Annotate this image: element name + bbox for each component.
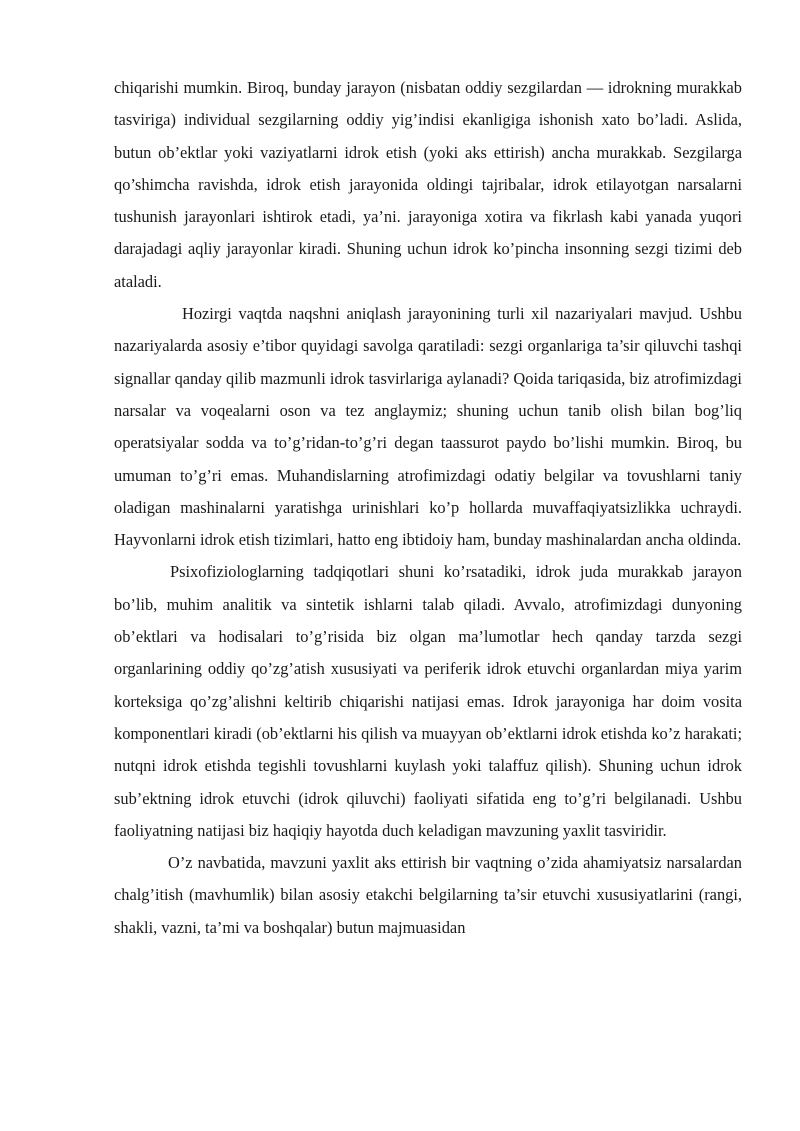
body-text — [114, 72, 742, 944]
paragraph: Psixofiziologlarning tadqiqotlari shuni ko’rsatadiki, idrok juda murakkab jarayon bo’lib, muhim analitik va sintetik ishlarni talab qiladi. Avvalo, atrofimizdagi dunyoning ob’ektlari va hodisalari to’g’risida biz olgan ma’lumotlar hech qanday tarzda sezgi organlarining oddiy qo’zg’atish xususiyati va periferik idrok etuvchi organlardan miya yarim korteksiga qo’zg’alishni keltirib chiqarishi natijasi emas. Idrok jarayoniga har doim vosita komponentlari kiradi (ob’ektlarni his qilish va muayyan ob’ektlarni idrok etishda ko’z harakati; nutqni idrok etishda tegishli tovushlarni kuylash yoki talaffuz qilish). Shuning uchun idrok sub’ektning idrok etuvchi (idrok qiluvchi) faoliyati sifatida eng to’g’ri belgilanadi. Ushbu faoliyatning natijasi biz haqiqiy hayotda duch keladigan mavzuning yaxlit tasviridir. — [114, 562, 742, 840]
paragraph: Hozirgi vaqtda naqshni aniqlash jarayonining turli xil nazariyalari mavjud. Ushbu nazariyalarda asosiy e’tibor quyidagi savolga qaratiladi: sezgi organlariga ta’sir qiluvchi tashqi signallar qanday qilib mazmunli idrok tasvirlariga aylanadi? Qoida tariqasida, biz atrofimizdagi narsalar va voqealarni oson va tez anglaymiz; shuning uchun tanib olish bilan bog’liq operatsiyalar sodda va to’g’ridan-to’g’ri degan taassurot paydo bo’lishi mumkin. Biroq, bu umuman to’g’ri emas. Muhandislarning atrofimizdagi odatiy belgilar va tovushlarni taniy oladigan mashinalarni yaratishga urinishlari ko’p hollarda muvaffaqiyatsizlikka uchraydi. Hayvonlarni idrok etish tizimlari, hatto eng ibtidoiy ham, bunday mashinalardan ancha oldinda. — [114, 304, 742, 550]
paragraph: chiqarishi mumkin. Biroq, bunday jarayon (nisbatan oddiy sezgilardan — idrokning murakkab tasviriga) individual sezgilarning oddiy yig’indisi ekanligiga ishonish xato bo’ladi. Aslida, butun ob’ektlar yoki vaziyatlarni idrok etish (yoki aks ettirish) ancha murakkab. Sezgilarga qo’shimcha ravishda, idrok etish jarayonida oldingi tajribalar, idrok etilayotgan narsalarni tushunish jarayonlari ishtirok etadi, ya’ni. jarayoniga xotira va fikrlash kabi yanada yuqori darajadagi aqliy jarayonlar kiradi. Shuning uchun idrok ko’pincha insonning sezgi tizimi deb ataladi. — [114, 78, 742, 291]
paragraph: O’z navbatida, mavzuni yaxlit aks ettirish bir vaqtning o’zida ahamiyatsiz narsalardan chalg’itish (mavhumlik) bilan asosiy etakchi belgilarning ta’sir etuvchi xususiyatlarini (rangi, shakli, vazni, ta’mi va boshqalar) butun majmuasidan — [114, 853, 742, 937]
